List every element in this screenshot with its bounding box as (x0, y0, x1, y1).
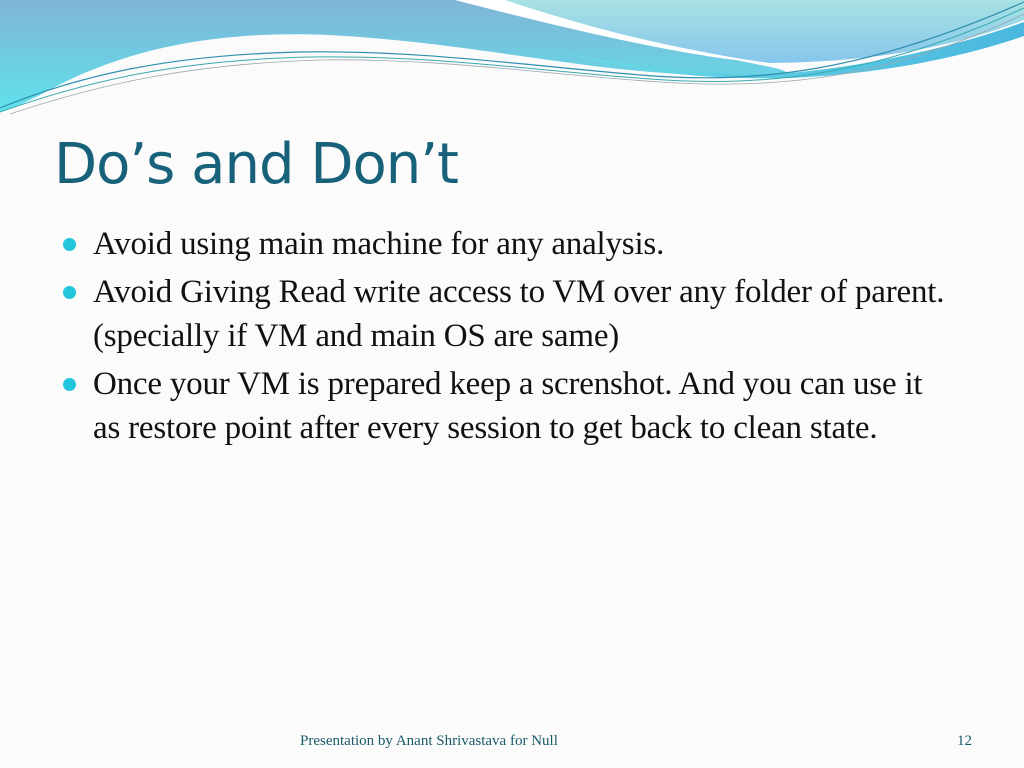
bullet-dot-icon (63, 286, 76, 299)
bullet-text: Once your VM is prepared keep a screnshot. And you can use it as restore point after every session to get back to clean state. (93, 366, 923, 446)
bullet-dot-icon (63, 238, 76, 251)
page-number: 12 (957, 733, 972, 749)
bullet-item (60, 270, 950, 358)
header-wave-decoration (0, 0, 1024, 120)
bullet-item (60, 222, 950, 266)
bullet-list (60, 222, 950, 454)
bullet-text: Avoid Giving Read write access to VM over any folder of parent. (specially if VM and main OS are same) (93, 274, 945, 354)
slide-footer (0, 733, 1024, 753)
footer-text: Presentation by Anant Shrivastava for Null (300, 733, 558, 749)
bullet-item (60, 362, 950, 450)
bullet-dot-icon (63, 378, 76, 391)
slide-title: Do’s and Don’t (54, 132, 458, 197)
bullet-text: Avoid using main machine for any analysis. (93, 226, 665, 262)
